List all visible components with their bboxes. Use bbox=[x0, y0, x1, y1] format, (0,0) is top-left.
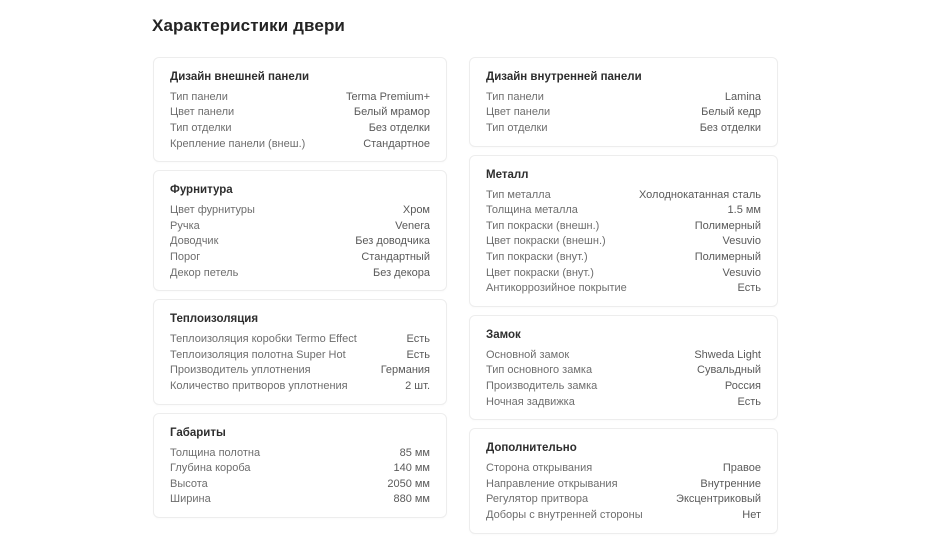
page-title: Характеристики двери bbox=[152, 16, 345, 35]
spec-value: 880 мм bbox=[393, 493, 430, 506]
card-title: Габариты bbox=[170, 426, 226, 439]
spec-label: Теплоизоляция коробки Termo Effect bbox=[170, 333, 357, 346]
spec-value: Сувальдный bbox=[697, 364, 761, 377]
specs-column-right bbox=[469, 57, 778, 534]
spec-row bbox=[486, 394, 761, 410]
card-title: Дизайн внутренней панели bbox=[486, 71, 642, 83]
spec-row bbox=[170, 120, 430, 136]
spec-row bbox=[486, 249, 761, 265]
spec-row bbox=[486, 460, 761, 476]
spec-value: Venera bbox=[395, 219, 430, 232]
spec-label: Высота bbox=[170, 477, 208, 490]
spec-row bbox=[486, 363, 761, 379]
spec-value: Есть bbox=[737, 282, 761, 295]
spec-value: Есть bbox=[737, 395, 761, 408]
spec-row bbox=[486, 265, 761, 281]
spec-label: Тип покраски (внут.) bbox=[486, 250, 588, 263]
spec-value: Германия bbox=[380, 364, 430, 377]
spec-row bbox=[170, 445, 430, 461]
spec-label: Сторона открывания bbox=[486, 462, 593, 475]
spec-value: Полимерный bbox=[694, 250, 761, 263]
spec-row bbox=[170, 234, 430, 250]
spec-label: Крепление панели (внеш.) bbox=[170, 137, 306, 150]
spec-value: Есть bbox=[406, 333, 430, 346]
spec-label: Цвет фурнитуры bbox=[170, 204, 255, 217]
spec-label: Производитель замка bbox=[486, 379, 598, 392]
spec-value: 2050 мм bbox=[387, 477, 430, 490]
spec-row bbox=[486, 378, 761, 394]
spec-row bbox=[170, 89, 430, 105]
spec-row bbox=[486, 202, 761, 218]
spec-label: Доводчик bbox=[170, 235, 219, 248]
card-title: Фурнитура bbox=[170, 184, 233, 197]
specs-grid bbox=[153, 57, 778, 534]
spec-row bbox=[170, 331, 430, 347]
spec-value: Стандартное bbox=[363, 137, 430, 150]
spec-row bbox=[170, 476, 430, 492]
spec-card-dimensions bbox=[153, 413, 447, 518]
spec-card-additional bbox=[469, 428, 778, 533]
spec-row bbox=[170, 136, 430, 152]
spec-label: Ручка bbox=[170, 219, 200, 232]
spec-label: Порог bbox=[170, 250, 201, 263]
card-title: Дизайн внешней панели bbox=[170, 71, 310, 83]
spec-label: Теплоизоляция полотна Super Hot bbox=[170, 348, 346, 361]
spec-value: Стандартный bbox=[361, 250, 430, 263]
spec-value: 1.5 мм bbox=[727, 204, 761, 217]
spec-row bbox=[486, 89, 761, 105]
spec-row bbox=[170, 202, 430, 218]
spec-label: Ночная задвижка bbox=[486, 395, 575, 408]
spec-value: Холоднокатанная сталь bbox=[638, 188, 761, 201]
spec-row bbox=[486, 187, 761, 203]
spec-value: Shweda Light bbox=[694, 348, 761, 361]
spec-value: Эксцентриковый bbox=[676, 493, 761, 506]
spec-value: Terma Premium+ bbox=[345, 90, 430, 103]
spec-value: 2 шт. bbox=[405, 379, 430, 392]
spec-row bbox=[486, 507, 761, 523]
spec-row bbox=[170, 378, 430, 394]
spec-label: Цвет панели bbox=[486, 106, 551, 119]
spec-label: Тип покраски (внешн.) bbox=[486, 219, 600, 232]
spec-label: Антикоррозийное покрытие bbox=[486, 282, 627, 295]
spec-row bbox=[486, 120, 761, 136]
card-title: Металл bbox=[486, 168, 529, 181]
spec-value: Россия bbox=[724, 379, 761, 392]
spec-row bbox=[486, 476, 761, 492]
spec-value: Есть bbox=[406, 348, 430, 361]
spec-label: Тип металла bbox=[486, 188, 551, 201]
spec-value: 140 мм bbox=[393, 462, 430, 475]
spec-card-interior-panel-design bbox=[469, 57, 778, 147]
spec-row bbox=[170, 347, 430, 363]
spec-label: Цвет покраски (внут.) bbox=[486, 266, 594, 279]
spec-label: Тип отделки bbox=[486, 121, 548, 134]
spec-row bbox=[486, 234, 761, 250]
spec-value: Правое bbox=[722, 462, 761, 475]
spec-label: Тип панели bbox=[170, 90, 228, 103]
spec-card-thermal-insulation bbox=[153, 299, 447, 404]
spec-value: Lamina bbox=[724, 90, 761, 103]
spec-label: Регулятор притвора bbox=[486, 493, 589, 506]
spec-value: Внутренние bbox=[700, 477, 761, 490]
spec-value: Нет bbox=[742, 508, 761, 521]
spec-row bbox=[170, 460, 430, 476]
spec-row bbox=[486, 492, 761, 508]
spec-card-hardware bbox=[153, 170, 447, 291]
spec-value: Белый кедр bbox=[701, 106, 761, 119]
spec-value: Vesuvio bbox=[722, 235, 761, 248]
spec-label: Тип панели bbox=[486, 90, 544, 103]
spec-row bbox=[170, 218, 430, 234]
spec-value: Vesuvio bbox=[722, 266, 761, 279]
spec-label: Направление открывания bbox=[486, 477, 618, 490]
spec-row bbox=[486, 280, 761, 296]
specs-column-left bbox=[153, 57, 447, 518]
spec-row bbox=[170, 363, 430, 379]
spec-row bbox=[486, 347, 761, 363]
spec-label: Тип основного замка bbox=[486, 364, 593, 377]
spec-label: Доборы с внутренней стороны bbox=[486, 508, 643, 521]
spec-row bbox=[170, 105, 430, 121]
spec-value: 85 мм bbox=[399, 446, 430, 459]
spec-label: Толщина полотна bbox=[170, 446, 261, 459]
spec-value: Без доводчика bbox=[355, 235, 430, 248]
card-title: Теплоизоляция bbox=[170, 313, 259, 326]
spec-row bbox=[170, 492, 430, 508]
spec-label: Производитель уплотнения bbox=[170, 364, 311, 377]
spec-label: Толщина металла bbox=[486, 204, 578, 217]
spec-label: Основной замок bbox=[486, 348, 570, 361]
spec-value: Белый мрамор bbox=[353, 106, 430, 119]
spec-value: Полимерный bbox=[694, 219, 761, 232]
spec-value: Без декора bbox=[372, 266, 430, 279]
spec-label: Ширина bbox=[170, 493, 211, 506]
card-title: Дополнительно bbox=[486, 442, 577, 455]
spec-label: Декор петель bbox=[170, 266, 239, 279]
card-title: Замок bbox=[486, 328, 521, 341]
spec-label: Количество притворов уплотнения bbox=[170, 379, 348, 392]
spec-row bbox=[170, 249, 430, 265]
spec-row bbox=[486, 105, 761, 121]
spec-value: Без отделки bbox=[368, 121, 430, 134]
spec-row bbox=[486, 218, 761, 234]
spec-card-exterior-panel-design bbox=[153, 57, 447, 162]
spec-value: Без отделки bbox=[699, 121, 761, 134]
spec-row bbox=[170, 265, 430, 281]
spec-card-metal bbox=[469, 155, 778, 307]
spec-label: Цвет панели bbox=[170, 106, 235, 119]
spec-label: Цвет покраски (внешн.) bbox=[486, 235, 606, 248]
spec-label: Глубина короба bbox=[170, 462, 251, 475]
spec-card-lock bbox=[469, 315, 778, 420]
spec-label: Тип отделки bbox=[170, 121, 232, 134]
spec-value: Хром bbox=[402, 204, 430, 217]
